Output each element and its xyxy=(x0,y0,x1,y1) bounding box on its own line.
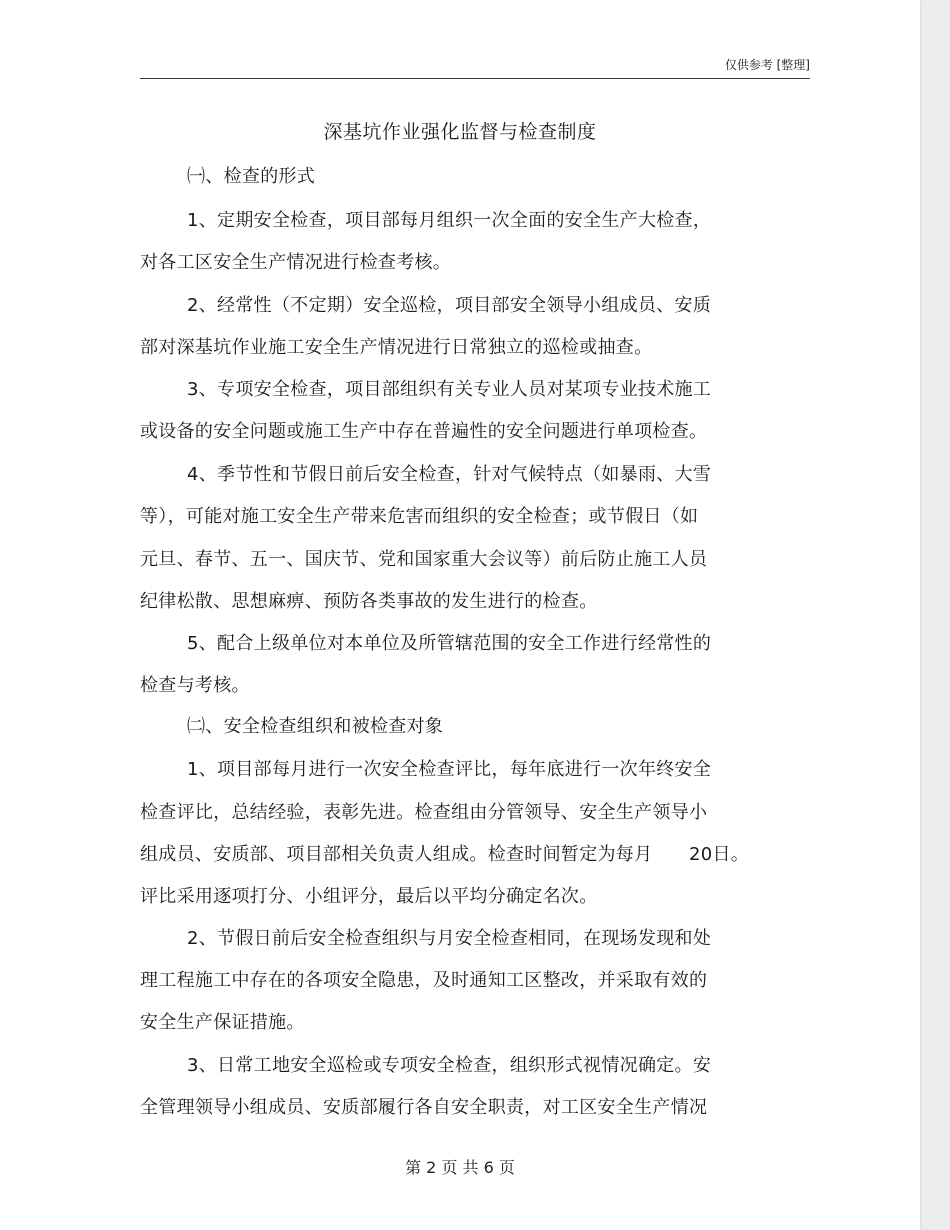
paragraph-line: 对各工区安全生产情况进行检查考核。 xyxy=(140,252,452,273)
paragraph-line: 检查与考核。 xyxy=(140,675,250,696)
paragraph-line: 3、专项安全检查，项目部组织有关专业人员对某项专业技术施工 xyxy=(187,379,712,400)
paragraph-line: 纪律松散、思想麻痹、预防各类事故的发生进行的检查。 xyxy=(140,591,598,612)
paragraph-line: 理工程施工中存在的各项安全隐患，及时通知工区整改，并采取有效的 xyxy=(140,970,708,991)
paragraph-line: 安全生产保证措施。 xyxy=(140,1012,305,1033)
paragraph-line: 5、配合上级单位对本单位及所管辖范围的安全工作进行经常性的 xyxy=(187,633,712,654)
paragraph-line: 4、季节性和节假日前后安全检查，针对气候特点（如暴雨、大雪 xyxy=(187,464,712,485)
paragraph-line: 组成员、安质部、项目部相关负责人组成。检查时间暂定为每月 20日。 xyxy=(140,844,750,865)
section-heading: ㈠、检查的形式 xyxy=(187,166,316,187)
paragraph-line: 或设备的安全问题或施工生产中存在普遍性的安全问题进行单项检查。 xyxy=(140,421,708,442)
page-header xyxy=(140,52,810,79)
paragraph-line: 1、项目部每月进行一次安全检查评比，每年底进行一次年终安全 xyxy=(187,759,712,780)
section-heading: ㈡、安全检查组织和被检查对象 xyxy=(187,716,444,737)
paragraph-line: 2、经常性（不定期）安全巡检，项目部安全领导小组成员、安质 xyxy=(187,295,712,316)
page-number: 第 2 页 共 6 页 xyxy=(405,1158,515,1177)
paragraph-line: 部对深基坑作业施工安全生产情况进行日常独立的巡检或抽查。 xyxy=(140,337,653,358)
paragraph-line: 检查评比，总结经验，表彰先进。检查组由分管领导、安全生产领导小 xyxy=(140,802,708,823)
paragraph-line: 全管理领导小组成员、安质部履行各自安全职责，对工区安全生产情况 xyxy=(140,1097,708,1118)
paragraph-line: 2、节假日前后安全检查组织与月安全检查相同，在现场发现和处 xyxy=(187,928,712,949)
paragraph-line: 元旦、春节、五一、国庆节、党和国家重大会议等）前后防止施工人员 xyxy=(140,549,708,570)
document-title: 深基坑作业强化监督与检查制度 xyxy=(323,121,597,143)
header-note: 仅供参考 [整理] xyxy=(724,58,810,72)
paragraph-line: 3、日常工地安全巡检或专项安全检查，组织形式视情况确定。安 xyxy=(187,1055,712,1076)
paragraph-line: 1、定期安全检查，项目部每月组织一次全面的安全生产大检查， xyxy=(187,210,712,231)
paragraph-line: 等），可能对施工安全生产带来危害而组织的安全检查；或节假日（如 xyxy=(140,506,699,527)
paragraph-line: 评比采用逐项打分、小组评分，最后以平均分确定名次。 xyxy=(140,886,598,907)
